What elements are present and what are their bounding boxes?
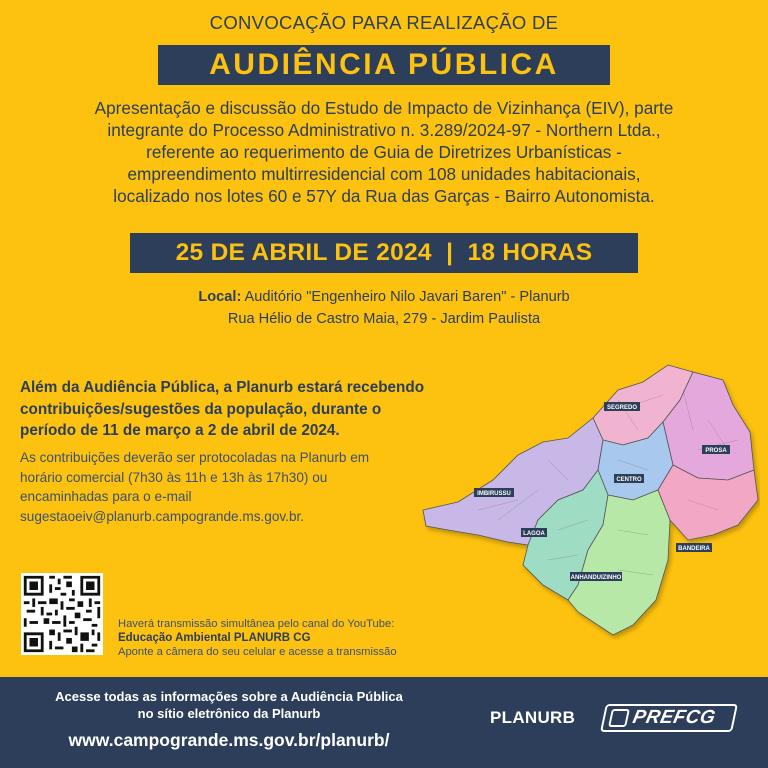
city-regions-map: [418, 360, 760, 640]
description-line: integrante do Processo Administrativo n. 3.289/2024-97 - Northern Ltda.,: [107, 120, 661, 140]
description-line: Apresentação e discussão do Estudo de Impacto de Vizinhança (EIV), parte: [94, 98, 674, 118]
email-link[interactable]: sugestaoeiv@planurb.campogrande.ms.gov.br.: [20, 508, 305, 524]
audiencia-title-band: AUDIÊNCIA PÚBLICA: [158, 45, 610, 85]
convocacao-heading: CONVOCAÇÃO PARA REALIZAÇÃO DE: [209, 12, 559, 33]
map-label-bandeira: BANDEIRA: [678, 546, 710, 552]
map-label-anhanduizinho: ANHANDUIZINHO: [570, 575, 622, 581]
local-venue: Auditório "Engenheiro Nilo Javari Baren" - Planurb: [241, 289, 570, 305]
date-time-band: [130, 233, 638, 273]
protocol-line: horário comercial (7h30 às 11h e 13h às 17h30) ou: [20, 469, 328, 485]
contributions-line: Além da Audiência Pública, a Planurb estará recebendo: [20, 379, 425, 396]
qr-code-icon[interactable]: [21, 573, 103, 655]
description-line: localizado nos lotes 60 e 57Y da Rua das Garças - Bairro Autonomista.: [113, 186, 655, 206]
local-address: Rua Hélio de Castro Maia, 279 - Jardim Paulista: [227, 311, 541, 327]
contributions-line: período de 11 de março a 2 de abril de 2024.: [20, 422, 340, 439]
map-label-centro: CENTRO: [616, 477, 642, 483]
date-time-text: 25 DE ABRIL DE 2024 | 18 HORAS: [175, 239, 593, 266]
map-label-imbirussu: IMBIRUSSU: [477, 491, 511, 497]
youtube-line: Haverá transmissão simultânea pelo canal do YouTube:: [118, 618, 395, 630]
planurb-logo: PLANURB: [490, 708, 576, 727]
prefcg-logo-text: PREFCG: [630, 707, 718, 728]
map-label-prosa: PROSA: [705, 448, 727, 454]
description-line: empreendimento multirresidencial com 108 unidades habitacionais,: [127, 164, 641, 184]
map-label-segredo: SEGREDO: [606, 405, 638, 411]
map-label-lagoa: LAGOA: [523, 531, 545, 537]
footer-line: Acesse todas as informações sobre a Audiência Pública: [55, 689, 403, 704]
contributions-line: contribuições/sugestões da população, durante o: [20, 400, 382, 418]
youtube-channel-link[interactable]: Educação Ambiental PLANURB CG: [118, 632, 311, 644]
footer-text: [14, 688, 444, 722]
youtube-info: [118, 617, 397, 659]
youtube-instruction: Aponte a câmera do seu celular e acesse a transmissão: [118, 646, 397, 658]
protocol-block: [20, 448, 470, 526]
protocol-line: As contribuições deverão ser protocoladas na Planurb em: [20, 450, 370, 465]
prefcg-logo: [600, 704, 738, 732]
description-block: [0, 97, 768, 207]
footer-line: no sítio eletrônico da Planurb: [137, 706, 321, 721]
description-line: referente ao requerimento de Guia de Diretrizes Urbanísticas -: [146, 142, 622, 162]
protocol-line: encaminhadas para o e-mail: [20, 489, 192, 504]
local-block: [0, 286, 768, 330]
local-label: Local:: [198, 289, 242, 305]
footer-url-link[interactable]: www.campogrande.ms.gov.br/planurb/: [68, 730, 390, 750]
prefeitura-seal-icon: [608, 709, 630, 727]
